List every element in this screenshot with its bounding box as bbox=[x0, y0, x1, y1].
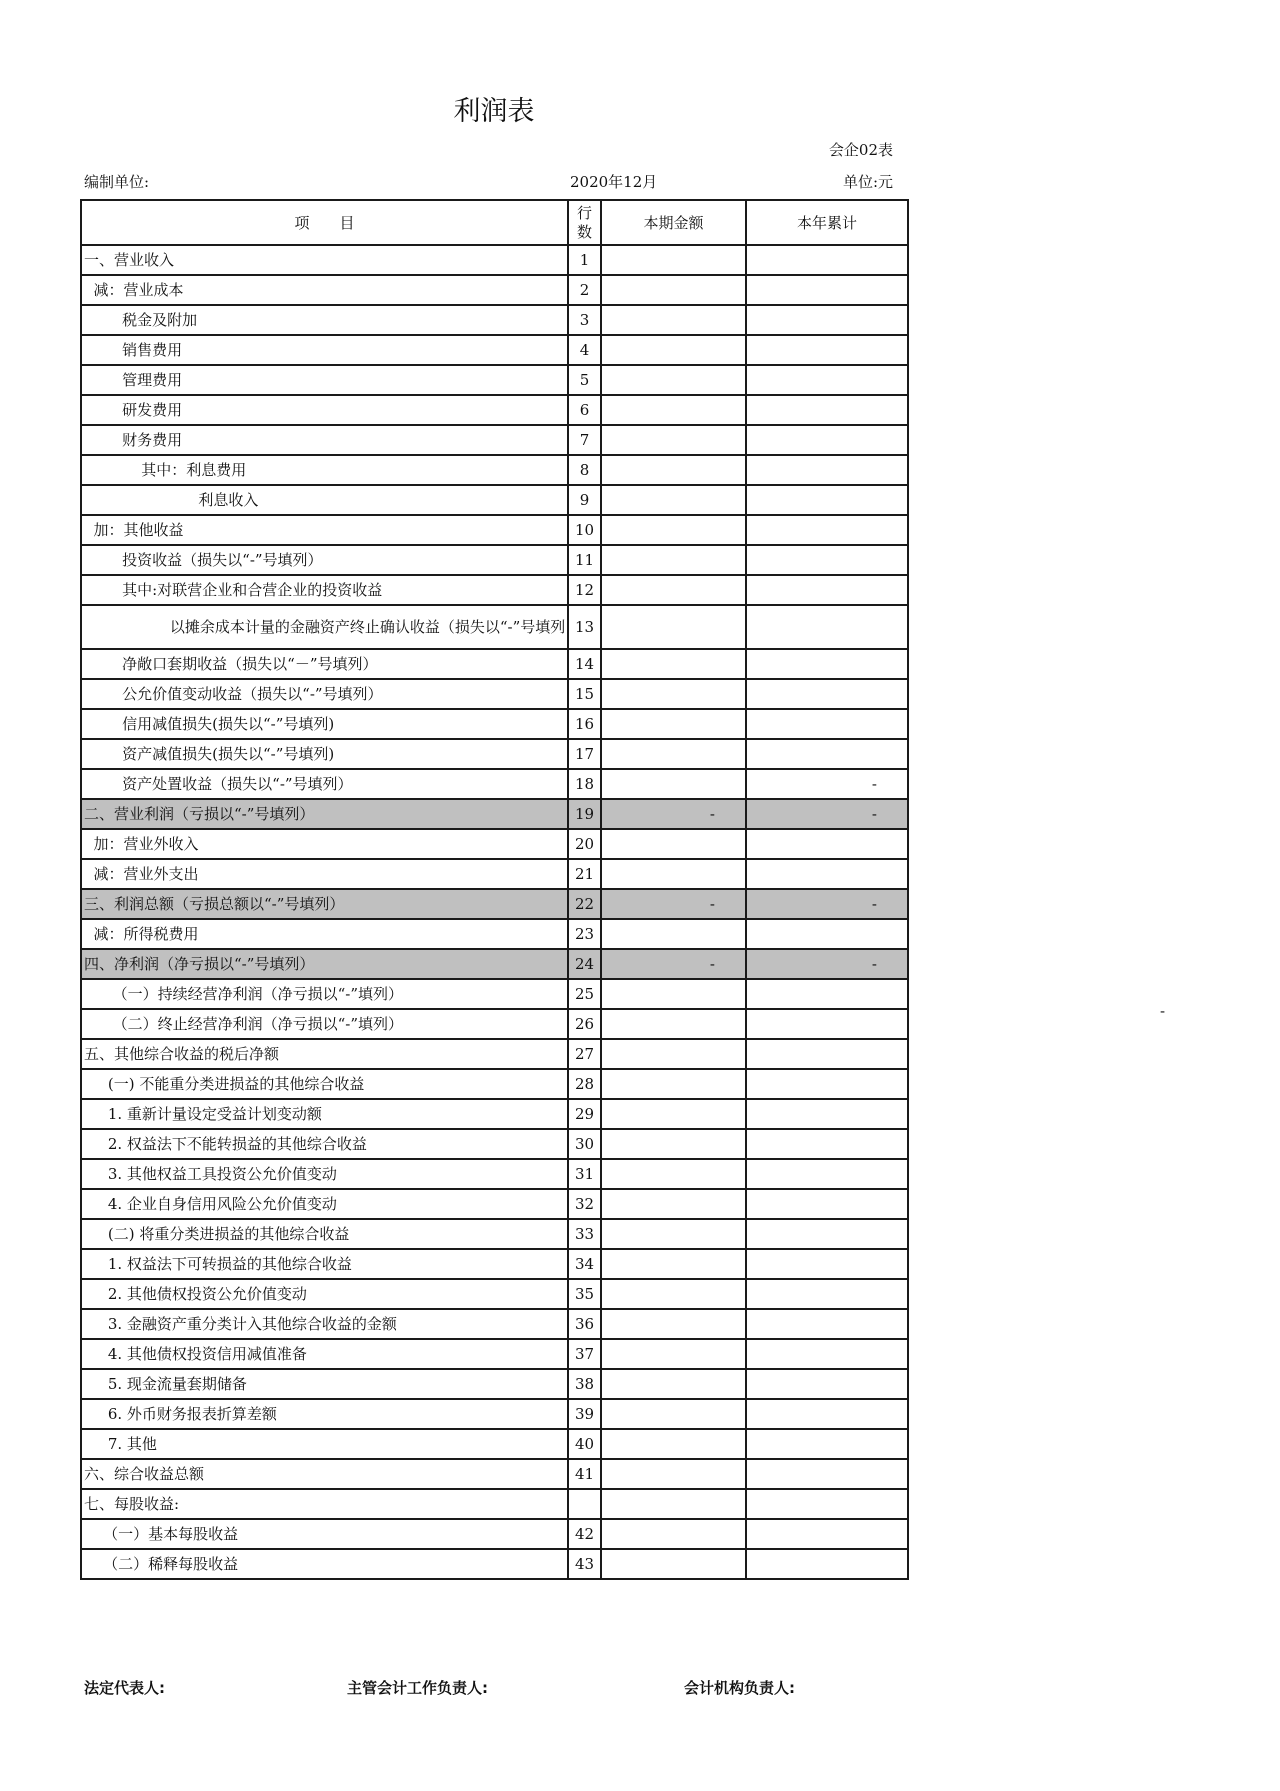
table-row bbox=[81, 575, 908, 605]
row-number: 40 bbox=[568, 1429, 601, 1459]
current-period-amount[interactable] bbox=[601, 1489, 746, 1519]
row-label: 投资收益（损失以“-”号填列） bbox=[81, 545, 568, 575]
row-number: 38 bbox=[568, 1369, 601, 1399]
table-row bbox=[81, 1249, 908, 1279]
current-period-amount[interactable] bbox=[601, 829, 746, 859]
row-label: 管理费用 bbox=[81, 365, 568, 395]
row-number: 13 bbox=[568, 605, 601, 649]
row-number: 23 bbox=[568, 919, 601, 949]
row-number: 2 bbox=[568, 275, 601, 305]
table-row bbox=[81, 1309, 908, 1339]
row-number: 29 bbox=[568, 1099, 601, 1129]
row-number: 21 bbox=[568, 859, 601, 889]
table-row bbox=[81, 515, 908, 545]
table-row bbox=[81, 859, 908, 889]
row-label: 研发费用 bbox=[81, 395, 568, 425]
row-number: 3 bbox=[568, 305, 601, 335]
year-to-date-amount[interactable] bbox=[746, 305, 908, 335]
year-to-date-amount[interactable] bbox=[746, 1549, 908, 1579]
row-label: 其中:对联营企业和合营企业的投资收益 bbox=[81, 575, 568, 605]
row-label: 税金及附加 bbox=[81, 305, 568, 335]
row-label: 5. 现金流量套期储备 bbox=[81, 1369, 568, 1399]
row-label: 4. 企业自身信用风险公允价值变动 bbox=[81, 1189, 568, 1219]
current-period-amount[interactable]: - bbox=[601, 949, 746, 979]
row-number: 28 bbox=[568, 1069, 601, 1099]
current-period-amount[interactable] bbox=[601, 1459, 746, 1489]
year-to-date-amount[interactable] bbox=[746, 859, 908, 889]
row-number: 16 bbox=[568, 709, 601, 739]
table-row bbox=[81, 1009, 908, 1039]
row-label: 资产减值损失(损失以“-”号填列) bbox=[81, 739, 568, 769]
table-row bbox=[81, 1159, 908, 1189]
row-number: 39 bbox=[568, 1399, 601, 1429]
current-period-amount[interactable] bbox=[601, 679, 746, 709]
row-number: 7 bbox=[568, 425, 601, 455]
column-header-item: 项 目 bbox=[81, 200, 568, 245]
row-label: 6. 外币财务报表折算差额 bbox=[81, 1399, 568, 1429]
row-label: 销售费用 bbox=[81, 335, 568, 365]
row-number-header-text: 行 数 bbox=[576, 203, 592, 241]
report-period: 2020年12月 bbox=[570, 173, 658, 191]
row-label: 加：营业外收入 bbox=[81, 829, 568, 859]
current-period-amount[interactable] bbox=[601, 1099, 746, 1129]
current-period-amount[interactable] bbox=[601, 739, 746, 769]
column-header-current-period: 本期金额 bbox=[601, 200, 746, 245]
year-to-date-amount[interactable] bbox=[746, 1159, 908, 1189]
current-period-amount[interactable] bbox=[601, 1009, 746, 1039]
row-number: 42 bbox=[568, 1519, 601, 1549]
year-to-date-amount[interactable] bbox=[746, 1369, 908, 1399]
table-row bbox=[81, 679, 908, 709]
current-period-amount[interactable] bbox=[601, 1279, 746, 1309]
table-row bbox=[81, 1129, 908, 1159]
year-to-date-amount[interactable] bbox=[746, 709, 908, 739]
current-period-amount[interactable] bbox=[601, 1189, 746, 1219]
table-row bbox=[81, 1099, 908, 1129]
current-period-amount[interactable] bbox=[601, 335, 746, 365]
table-row bbox=[81, 1339, 908, 1369]
row-number: 32 bbox=[568, 1189, 601, 1219]
row-label: （二）稀释每股收益 bbox=[81, 1549, 568, 1579]
row-number: 5 bbox=[568, 365, 601, 395]
current-period-amount[interactable] bbox=[601, 425, 746, 455]
current-period-amount[interactable] bbox=[601, 1069, 746, 1099]
current-period-amount[interactable] bbox=[601, 605, 746, 649]
column-header-year-to-date: 本年累计 bbox=[746, 200, 908, 245]
row-label: 利息收入 bbox=[81, 485, 568, 515]
table-row bbox=[81, 485, 908, 515]
year-to-date-amount[interactable] bbox=[746, 919, 908, 949]
year-to-date-amount[interactable]: - bbox=[746, 949, 908, 979]
table-row bbox=[81, 395, 908, 425]
row-label: 4. 其他债权投资信用减值准备 bbox=[81, 1339, 568, 1369]
current-period-amount[interactable] bbox=[601, 1369, 746, 1399]
year-to-date-amount[interactable] bbox=[746, 605, 908, 649]
current-period-amount[interactable] bbox=[601, 515, 746, 545]
table-header-row bbox=[81, 200, 908, 245]
row-label: 2. 权益法下不能转损益的其他综合收益 bbox=[81, 1129, 568, 1159]
year-to-date-amount[interactable] bbox=[746, 979, 908, 1009]
year-to-date-amount[interactable] bbox=[746, 829, 908, 859]
year-to-date-amount[interactable] bbox=[746, 1249, 908, 1279]
table-row bbox=[81, 1369, 908, 1399]
current-period-amount[interactable] bbox=[601, 1219, 746, 1249]
row-number: 31 bbox=[568, 1159, 601, 1189]
row-number: 14 bbox=[568, 649, 601, 679]
row-number: 4 bbox=[568, 335, 601, 365]
table-row bbox=[81, 1399, 908, 1429]
table-row bbox=[81, 1429, 908, 1459]
row-number: 20 bbox=[568, 829, 601, 859]
table-row bbox=[81, 739, 908, 769]
table-row-total bbox=[81, 889, 908, 919]
table-row bbox=[81, 1189, 908, 1219]
row-label: 四、净利润（净亏损以“-”号填列） bbox=[81, 949, 568, 979]
table-row-total bbox=[81, 799, 908, 829]
current-period-amount[interactable] bbox=[601, 1159, 746, 1189]
row-label: 六、综合收益总额 bbox=[81, 1459, 568, 1489]
stray-cell-value: - bbox=[1160, 1002, 1166, 1020]
table-row bbox=[81, 649, 908, 679]
current-period-amount[interactable] bbox=[601, 275, 746, 305]
income-statement-table bbox=[80, 199, 909, 1580]
year-to-date-amount[interactable] bbox=[746, 365, 908, 395]
row-number: 8 bbox=[568, 455, 601, 485]
row-number: 41 bbox=[568, 1459, 601, 1489]
year-to-date-amount[interactable] bbox=[746, 1189, 908, 1219]
row-number: 10 bbox=[568, 515, 601, 545]
current-period-amount[interactable] bbox=[601, 769, 746, 799]
year-to-date-amount[interactable]: - bbox=[746, 889, 908, 919]
year-to-date-amount[interactable] bbox=[746, 1489, 908, 1519]
row-label: 2. 其他债权投资公允价值变动 bbox=[81, 1279, 568, 1309]
row-label: 三、利润总额（亏损总额以“-”号填列） bbox=[81, 889, 568, 919]
table-row bbox=[81, 709, 908, 739]
row-label: (一) 不能重分类进损益的其他综合收益 bbox=[81, 1069, 568, 1099]
accounting-head-label: 会计机构负责人: bbox=[684, 1679, 795, 1697]
table-row bbox=[81, 245, 908, 275]
row-number bbox=[568, 1489, 601, 1519]
current-period-amount[interactable] bbox=[601, 1039, 746, 1069]
row-label: 1. 重新计量设定受益计划变动额 bbox=[81, 1099, 568, 1129]
column-header-row-number bbox=[568, 200, 601, 245]
year-to-date-amount[interactable]: - bbox=[746, 799, 908, 829]
table-row bbox=[81, 275, 908, 305]
row-number: 15 bbox=[568, 679, 601, 709]
current-period-amount[interactable] bbox=[601, 1339, 746, 1369]
row-label: 一、营业收入 bbox=[81, 245, 568, 275]
row-number: 6 bbox=[568, 395, 601, 425]
form-code: 会企02表 bbox=[828, 141, 893, 159]
current-period-amount[interactable] bbox=[601, 485, 746, 515]
year-to-date-amount[interactable] bbox=[746, 1099, 908, 1129]
table-row bbox=[81, 1549, 908, 1579]
year-to-date-amount[interactable] bbox=[746, 1429, 908, 1459]
row-number: 35 bbox=[568, 1279, 601, 1309]
year-to-date-amount[interactable] bbox=[746, 1009, 908, 1039]
row-label: 净敞口套期收益（损失以“－”号填列） bbox=[81, 649, 568, 679]
legal-representative-label: 法定代表人: bbox=[84, 1679, 165, 1697]
year-to-date-amount[interactable] bbox=[746, 1219, 908, 1249]
row-number: 30 bbox=[568, 1129, 601, 1159]
table-row bbox=[81, 425, 908, 455]
table-row bbox=[81, 1489, 908, 1519]
row-number: 18 bbox=[568, 769, 601, 799]
table-row bbox=[81, 829, 908, 859]
table-row bbox=[81, 305, 908, 335]
row-label: 信用减值损失(损失以“-”号填列) bbox=[81, 709, 568, 739]
row-label: 1. 权益法下可转损益的其他综合收益 bbox=[81, 1249, 568, 1279]
current-period-amount[interactable] bbox=[601, 1309, 746, 1339]
table-row bbox=[81, 455, 908, 485]
page-title: 利润表 bbox=[453, 96, 535, 127]
current-period-amount[interactable] bbox=[601, 1549, 746, 1579]
row-number: 37 bbox=[568, 1339, 601, 1369]
table-row-total bbox=[81, 949, 908, 979]
table-row bbox=[81, 1459, 908, 1489]
current-period-amount[interactable] bbox=[601, 979, 746, 1009]
row-number: 19 bbox=[568, 799, 601, 829]
year-to-date-amount[interactable] bbox=[746, 1129, 908, 1159]
row-number: 9 bbox=[568, 485, 601, 515]
accounting-supervisor-label: 主管会计工作负责人: bbox=[347, 1679, 488, 1697]
year-to-date-amount[interactable] bbox=[746, 275, 908, 305]
row-number: 12 bbox=[568, 575, 601, 605]
row-number: 33 bbox=[568, 1219, 601, 1249]
preparing-unit-label: 编制单位: bbox=[84, 173, 150, 191]
table-row bbox=[81, 1039, 908, 1069]
year-to-date-amount[interactable] bbox=[746, 1309, 908, 1339]
table-row bbox=[81, 1219, 908, 1249]
year-to-date-amount[interactable] bbox=[746, 545, 908, 575]
row-number: 11 bbox=[568, 545, 601, 575]
year-to-date-amount[interactable] bbox=[746, 1399, 908, 1429]
year-to-date-amount[interactable] bbox=[746, 1069, 908, 1099]
currency-unit: 单位:元 bbox=[842, 173, 893, 191]
row-label: 减：营业外支出 bbox=[81, 859, 568, 889]
year-to-date-amount[interactable] bbox=[746, 245, 908, 275]
row-label: 7. 其他 bbox=[81, 1429, 568, 1459]
year-to-date-amount[interactable] bbox=[746, 1279, 908, 1309]
table-row bbox=[81, 769, 908, 799]
current-period-amount[interactable] bbox=[601, 545, 746, 575]
current-period-amount[interactable]: - bbox=[601, 799, 746, 829]
current-period-amount[interactable] bbox=[601, 859, 746, 889]
current-period-amount[interactable] bbox=[601, 455, 746, 485]
year-to-date-amount[interactable] bbox=[746, 1459, 908, 1489]
row-number: 43 bbox=[568, 1549, 601, 1579]
table-row bbox=[81, 1069, 908, 1099]
current-period-amount[interactable] bbox=[601, 1399, 746, 1429]
row-number: 27 bbox=[568, 1039, 601, 1069]
row-number: 36 bbox=[568, 1309, 601, 1339]
table-row bbox=[81, 365, 908, 395]
table-row bbox=[81, 1279, 908, 1309]
row-label: 二、营业利润（亏损以“-”号填列） bbox=[81, 799, 568, 829]
row-label: 3. 其他权益工具投资公允价值变动 bbox=[81, 1159, 568, 1189]
year-to-date-amount[interactable] bbox=[746, 1519, 908, 1549]
row-label: （一）持续经营净利润（净亏损以“-”填列） bbox=[81, 979, 568, 1009]
year-to-date-amount[interactable] bbox=[746, 485, 908, 515]
row-label: 七、每股收益: bbox=[81, 1489, 568, 1519]
year-to-date-amount[interactable] bbox=[746, 1339, 908, 1369]
current-period-amount[interactable] bbox=[601, 395, 746, 425]
row-label: （二）终止经营净利润（净亏损以“-”填列） bbox=[81, 1009, 568, 1039]
row-label: 财务费用 bbox=[81, 425, 568, 455]
row-label: 其中：利息费用 bbox=[81, 455, 568, 485]
table-row bbox=[81, 1519, 908, 1549]
row-label: （一）基本每股收益 bbox=[81, 1519, 568, 1549]
row-label: 资产处置收益（损失以“-”号填列） bbox=[81, 769, 568, 799]
current-period-amount[interactable] bbox=[601, 709, 746, 739]
current-period-amount[interactable] bbox=[601, 1519, 746, 1549]
row-label: 五、其他综合收益的税后净额 bbox=[81, 1039, 568, 1069]
row-label: 公允价值变动收益（损失以“-”号填列） bbox=[81, 679, 568, 709]
row-number: 17 bbox=[568, 739, 601, 769]
year-to-date-amount[interactable] bbox=[746, 679, 908, 709]
row-number: 24 bbox=[568, 949, 601, 979]
year-to-date-amount[interactable] bbox=[746, 739, 908, 769]
year-to-date-amount[interactable] bbox=[746, 455, 908, 485]
row-number: 25 bbox=[568, 979, 601, 1009]
current-period-amount[interactable] bbox=[601, 575, 746, 605]
year-to-date-amount[interactable] bbox=[746, 649, 908, 679]
row-label: 以摊余成本计量的金融资产终止确认收益（损失以“-”号填列 bbox=[81, 605, 568, 649]
current-period-amount[interactable] bbox=[601, 919, 746, 949]
current-period-amount[interactable] bbox=[601, 245, 746, 275]
row-number: 34 bbox=[568, 1249, 601, 1279]
row-label: (二) 将重分类进损益的其他综合收益 bbox=[81, 1219, 568, 1249]
year-to-date-amount[interactable] bbox=[746, 425, 908, 455]
year-to-date-amount[interactable] bbox=[746, 1039, 908, 1069]
year-to-date-amount[interactable]: - bbox=[746, 769, 908, 799]
row-number: 26 bbox=[568, 1009, 601, 1039]
row-label: 减：所得税费用 bbox=[81, 919, 568, 949]
table-row bbox=[81, 605, 908, 649]
current-period-amount[interactable] bbox=[601, 1249, 746, 1279]
row-number: 22 bbox=[568, 889, 601, 919]
table-row bbox=[81, 919, 908, 949]
row-label: 3. 金融资产重分类计入其他综合收益的金额 bbox=[81, 1309, 568, 1339]
row-number: 1 bbox=[568, 245, 601, 275]
table-row bbox=[81, 979, 908, 1009]
current-period-amount[interactable] bbox=[601, 1429, 746, 1459]
row-label: 减：营业成本 bbox=[81, 275, 568, 305]
year-to-date-amount[interactable] bbox=[746, 515, 908, 545]
current-period-amount[interactable] bbox=[601, 365, 746, 395]
table-row bbox=[81, 545, 908, 575]
row-label: 加：其他收益 bbox=[81, 515, 568, 545]
year-to-date-amount[interactable] bbox=[746, 395, 908, 425]
current-period-amount[interactable] bbox=[601, 305, 746, 335]
year-to-date-amount[interactable] bbox=[746, 575, 908, 605]
year-to-date-amount[interactable] bbox=[746, 335, 908, 365]
table-row bbox=[81, 335, 908, 365]
current-period-amount[interactable] bbox=[601, 649, 746, 679]
current-period-amount[interactable]: - bbox=[601, 889, 746, 919]
current-period-amount[interactable] bbox=[601, 1129, 746, 1159]
